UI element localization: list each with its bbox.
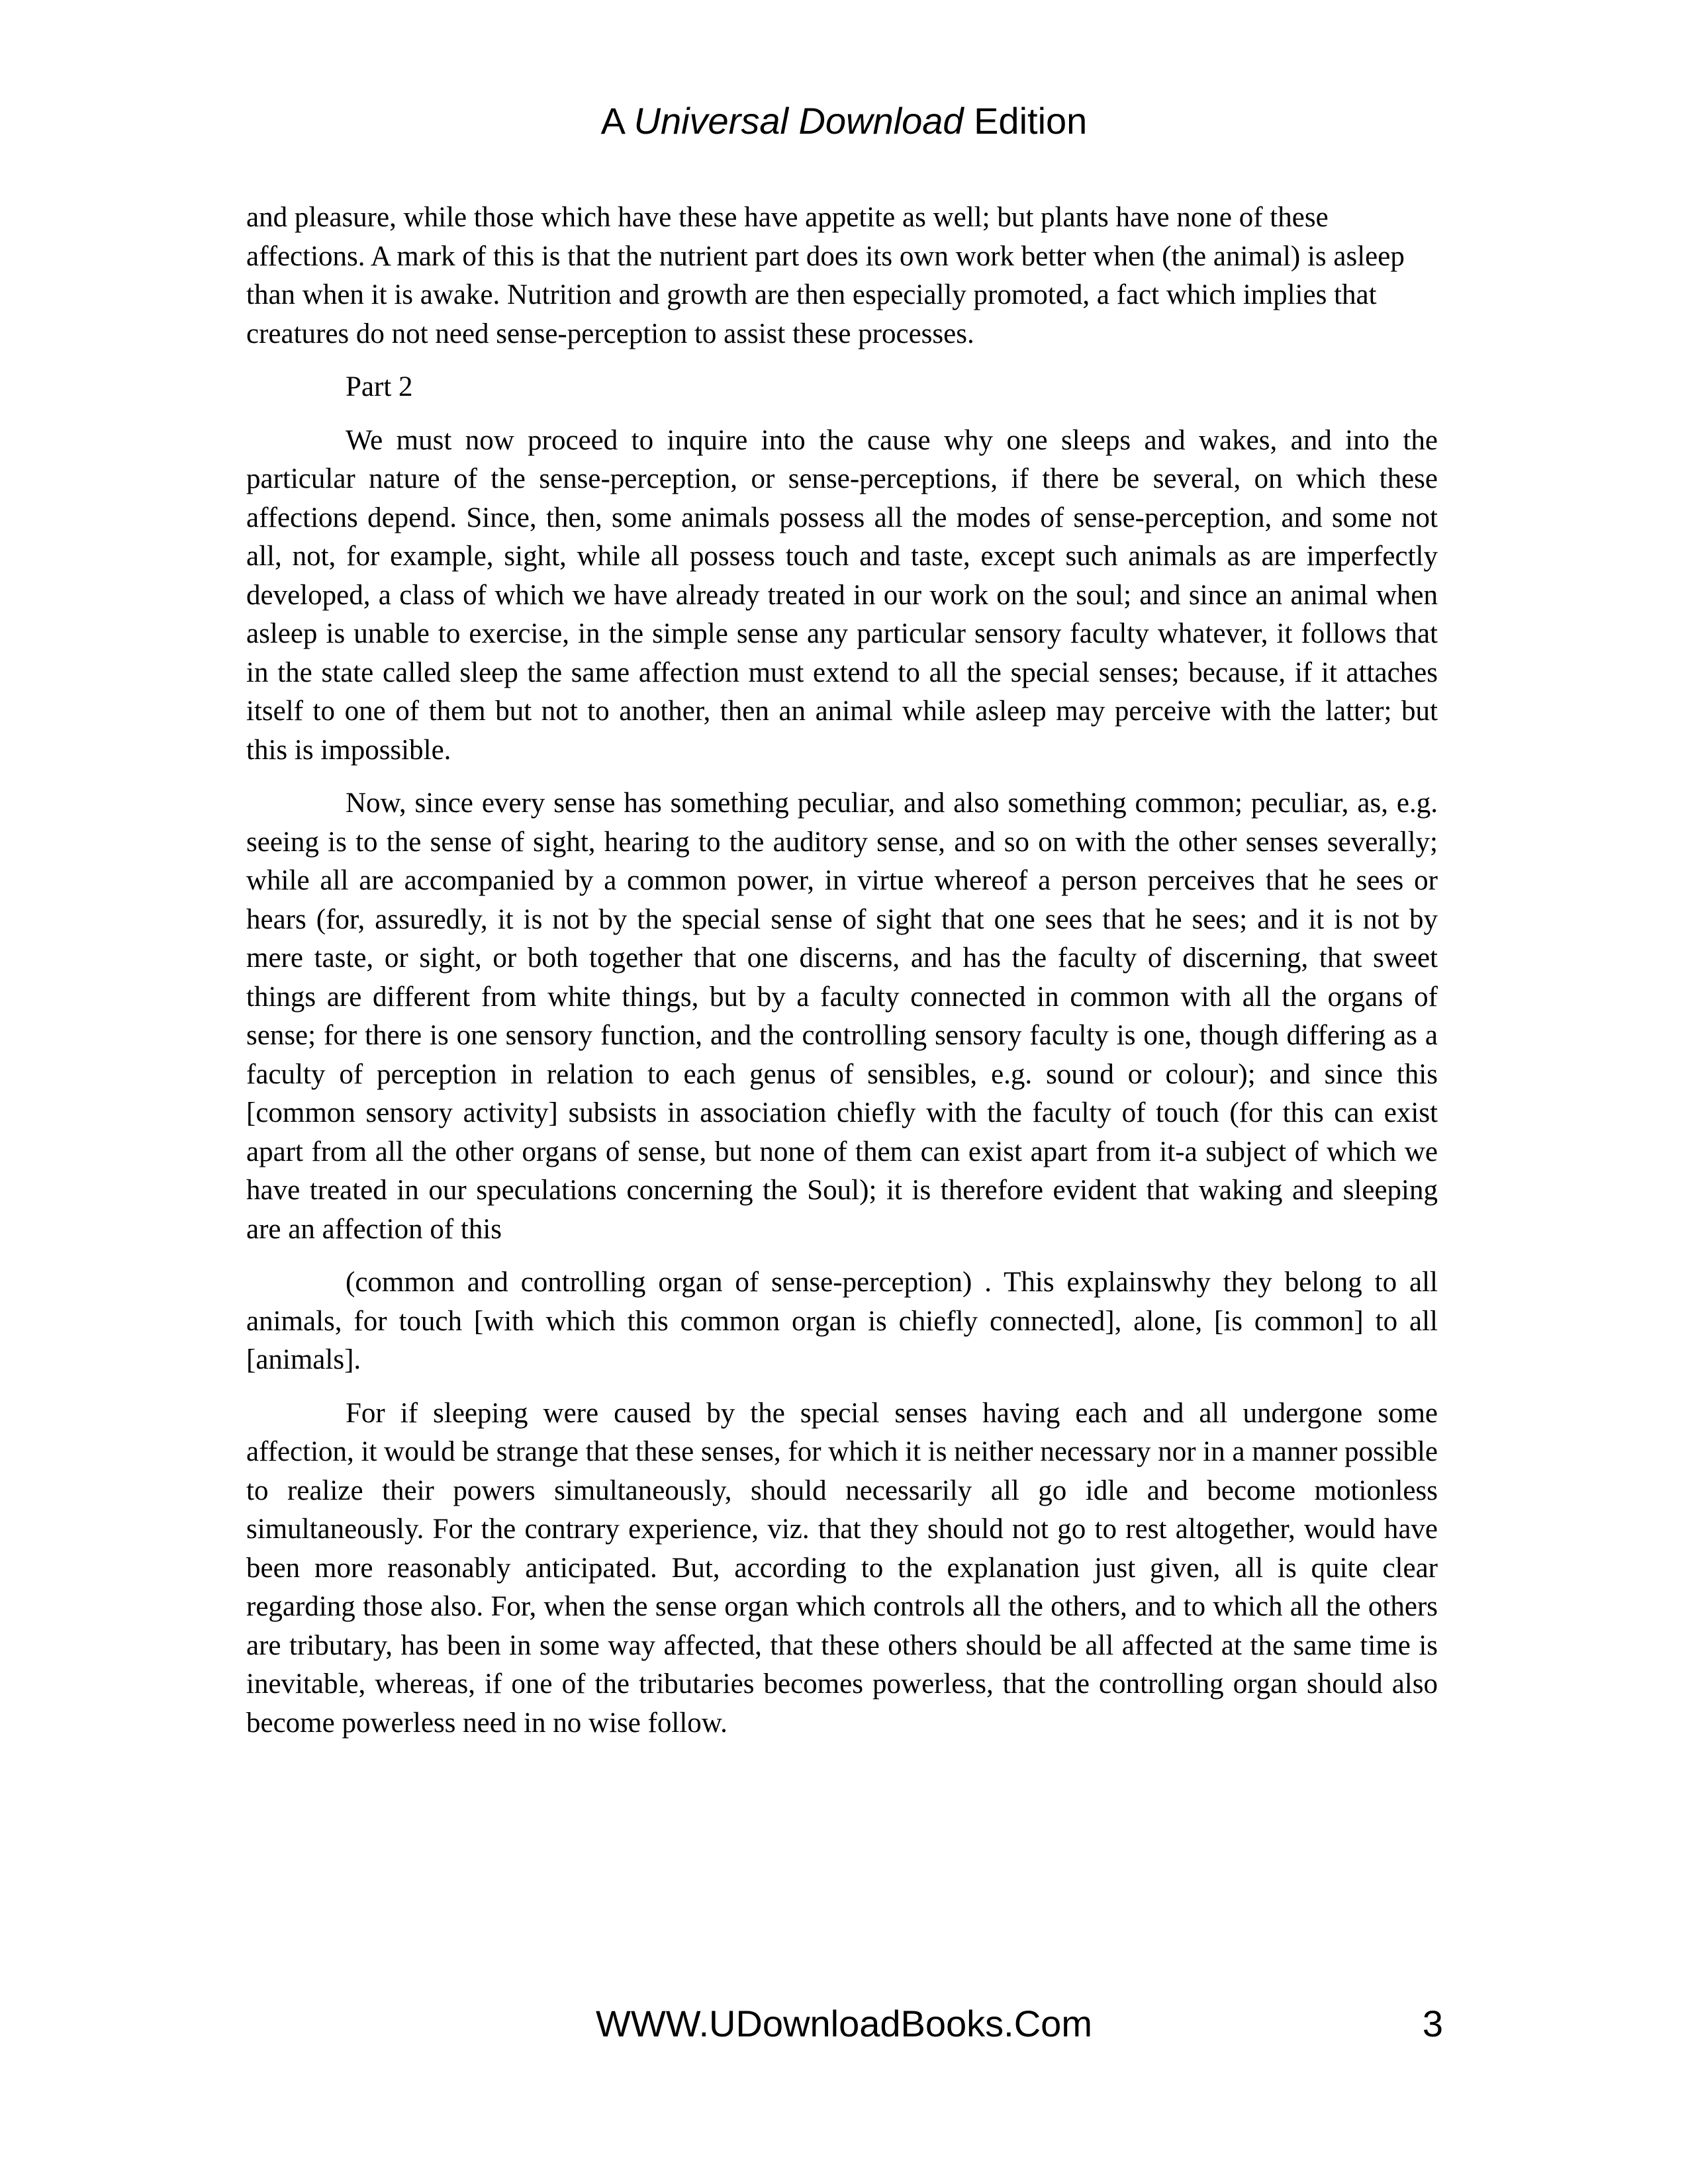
section-heading: Part 2 [346, 371, 413, 402]
header-italic-title: Universal Download [633, 100, 964, 142]
paragraph: For if sleeping were caused by the special senses having each and all undergone some affection, it would be strange that these senses, for which it is neither necessary nor in a manner possible to realize their powers simultaneously, should necessarily all go idle and become motionless simultaneously. For the contrary experience, viz. that they should not go to rest altogether, would have been more reasonably anticipated. But, according to the explanation just given, all is quite clear regarding those also. For, when the sense organ which controls all the others, and to which all the others are tributary, has been in some way affected, that these others should be all affected at the same time is inevitable, whereas, if one of the tributaries becomes powerless, that the controlling organ should also become powerless need in no wise follow. [246, 1397, 1438, 1739]
footer-url: WWW.UDownloadBooks.Com [596, 2003, 1092, 2044]
paragraph: Now, since every sense has something peculiar, and also something common; peculiar, as, e.g. seeing is to the sense of sight, hearing to the auditory sense, and so on with the other senses severally; while all are accompanied by a common power, in virtue whereof a person perceives that he sees or hears (for, assuredly, it is not by the special sense of sight that one sees that he sees; and it is not by mere taste, or sight, or both together that one discerns, and has the faculty of discerning, that sweet things are different from white things, but by a faculty connected in common with all the organs of sense; for there is one sensory function, and the controlling sensory faculty is one, though differing as a faculty of perception in relation to each genus of sensibles, e.g. sound or colour); and since this [common sensory activity] subsists in association chiefly with the faculty of touch (for this can exist apart from all the other organs of sense, but none of them can exist apart from it-a subject of which we have treated in our speculations concerning the Soul); it is therefore evident that waking and sleeping are an affection of this [246, 788, 1438, 1245]
page-footer [0, 2001, 1688, 2047]
header-prefix: A [600, 100, 624, 142]
paragraph: We must now proceed to inquire into the cause why one sleeps and wakes, and into the particular nature of the sense-perception, or sense-perceptions, if there be several, on which these affections depend. Since, then, some animals possess all the modes of sense-perception, and some not all, not, for example, sight, while all possess touch and taste, except such animals as are imperfectly developed, a class of which we have already treated in our work on the soul; and since an animal when asleep is unable to exercise, in the simple sense any particular sensory faculty whatever, it follows that in the state called sleep the same affection must extend to all the special senses; because, if it attaches itself to one of them but not to another, then an animal while asleep may perceive with the latter; but this is impossible. [246, 424, 1438, 766]
header-suffix: Edition [974, 100, 1088, 142]
paragraph: and pleasure, while those which have these have appetite as well; but plants have none of these affections. A mark of this is that the nutrient part does its own work better when (the animal) is asleep than when it is awake. Nutrition and growth are then especially promoted, a fact which implies that creatures do not need sense-perception to assist these processes. [246, 202, 1405, 349]
page-header [0, 98, 1688, 144]
body-text [246, 199, 1438, 1757]
paragraph: (common and controlling organ of sense-perception) . This explainswhy they belong to all animals, for touch [with which this common organ is chiefly connected], alone, [is common] to all [animals]. [246, 1267, 1438, 1375]
page-number: 3 [1422, 2003, 1443, 2044]
